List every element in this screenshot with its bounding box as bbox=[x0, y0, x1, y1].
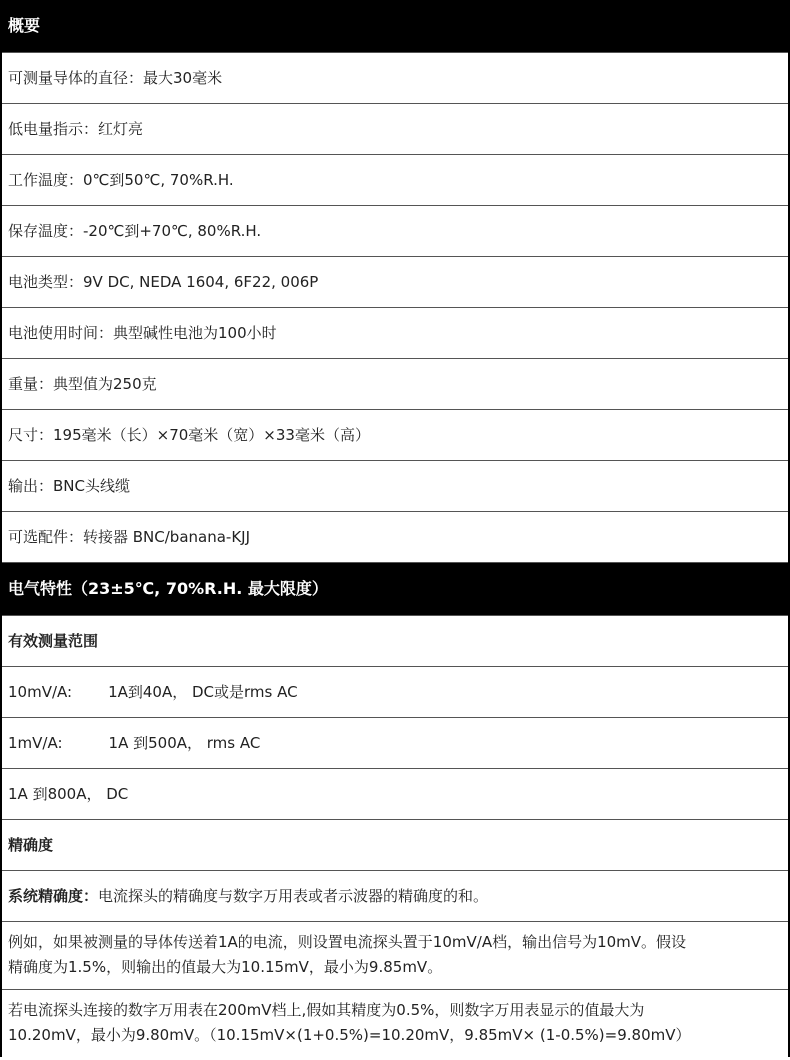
range-spec: 1A到40A， DC或是rms AC bbox=[108, 683, 298, 701]
system-accuracy-row bbox=[2, 871, 788, 922]
spec-row-storage-temp: 保存温度：-20℃到+70℃, 80%R.H. bbox=[2, 206, 788, 257]
spec-row-operating-temp: 工作温度：0℃到50℃, 70%R.H. bbox=[2, 155, 788, 206]
example-accuracy-meter bbox=[2, 990, 788, 1057]
spec-row-accessory: 可选配件：转接器 BNC/banana-KJJ bbox=[2, 512, 788, 563]
spec-row-diameter: 可测量导体的直径：最大30毫米 bbox=[2, 53, 788, 104]
range-row-10mv bbox=[2, 667, 788, 718]
accuracy-heading: 精确度 bbox=[2, 820, 788, 871]
spec-row-battery-type: 电池类型：9V DC, NEDA 1604, 6F22, 006P bbox=[2, 257, 788, 308]
spec-row-battery-life: 电池使用时间：典型碱性电池为100小时 bbox=[2, 308, 788, 359]
example-accuracy-probe bbox=[2, 922, 788, 990]
system-accuracy-text: 电流探头的精确度与数字万用表或者示波器的精确度的和。 bbox=[98, 887, 489, 905]
example-line: 精确度为1.5%，则输出的值最大为10.15mV，最小为9.85mV。 bbox=[8, 958, 443, 976]
example-line: 若电流探头连接的数字万用表在200mV档上,假如其精度为0.5%，则数字万用表显示的值最大为 bbox=[8, 1001, 645, 1019]
example-line: 10.20mV，最小为9.80mV。（10.15mV×(1+0.5%)=10.20mV，9.85mV× (1-0.5%)=9.80mV） bbox=[8, 1026, 691, 1044]
range-spec: 1A 到500A， rms AC bbox=[108, 734, 261, 752]
range-heading: 有效测量范围 bbox=[2, 616, 788, 667]
range-scale: 10mV/A: bbox=[8, 683, 73, 701]
spec-row-weight: 重量：典型值为250克 bbox=[2, 359, 788, 410]
range-row-1mv bbox=[2, 718, 788, 769]
spec-row-output: 输出：BNC头线缆 bbox=[2, 461, 788, 512]
system-accuracy-label: 系统精确度： bbox=[8, 887, 99, 905]
spec-row-dimensions: 尺寸：195毫米（长）×70毫米（宽）×33毫米（高） bbox=[2, 410, 788, 461]
electrical-header: 电气特性（23±5℃, 70%R.H. 最大限度） bbox=[2, 563, 788, 616]
range-spec: 1A 到800A， DC bbox=[8, 785, 129, 803]
overview-header: 概要 bbox=[2, 0, 788, 53]
range-row-dc bbox=[2, 769, 788, 820]
spec-row-low-battery: 低电量指示：红灯亮 bbox=[2, 104, 788, 155]
range-scale: 1mV/A: bbox=[8, 734, 63, 752]
example-line: 例如，如果被测量的导体传送着1A的电流，则设置电流探头置于10mV/A档，输出信号为10mV。假设 bbox=[8, 933, 687, 951]
